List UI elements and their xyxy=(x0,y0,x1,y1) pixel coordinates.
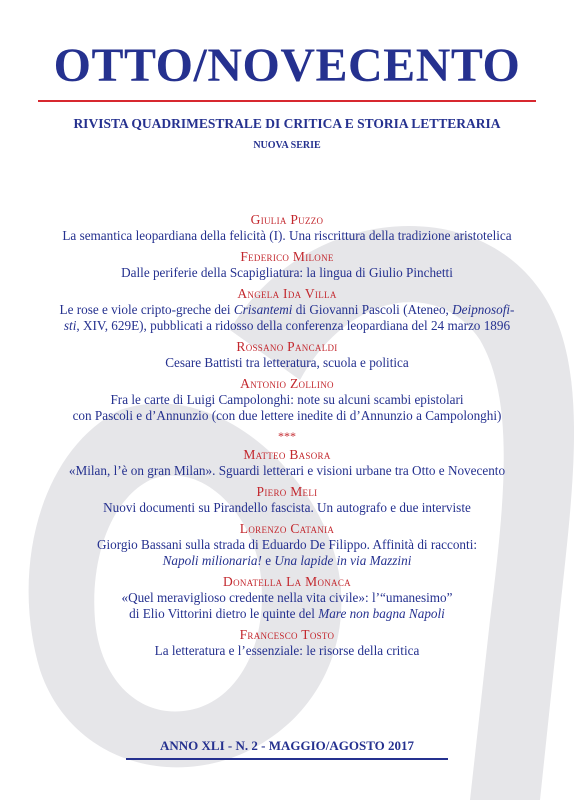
italic-title-segment: Napoli milionaria! xyxy=(162,553,262,568)
title-segment: Cesare Battisti tra letteratura, scuola e politica xyxy=(165,355,409,370)
author-name: Donatella La Monaca xyxy=(223,574,351,589)
article-title-line xyxy=(30,537,544,553)
italic-title-segment: Una lapide in via Mazzini xyxy=(274,553,412,568)
author-name: Federico Milone xyxy=(240,249,334,264)
toc-entry xyxy=(30,574,544,622)
toc-entry xyxy=(30,521,544,569)
author-name: Francesco Tosto xyxy=(239,627,335,642)
toc-entry xyxy=(30,447,544,479)
italic-title-segment: Deipnosofi- xyxy=(452,302,515,317)
toc-entry xyxy=(30,484,544,516)
series-label: NUOVA SERIE xyxy=(253,140,321,151)
title-segment: La letteratura e l’essenziale: le risorse della critica xyxy=(154,643,420,658)
author-name: Rossano Pancaldi xyxy=(236,339,338,354)
title-segment: Nuovi documenti su Pirandello fascista. Un autografo e due interviste xyxy=(103,500,471,515)
author-name: Matteo Basora xyxy=(243,447,331,462)
toc-entry xyxy=(30,249,544,281)
journal-subtitle: RIVISTA QUADRIMESTRALE DI CRITICA E STORIA LETTERARIA xyxy=(73,116,501,131)
title-segment: Dalle periferie della Scapigliatura: la lingua di Giulio Pinchetti xyxy=(121,265,453,280)
toc-entry xyxy=(30,286,544,334)
issue-info: ANNO XLI - N. 2 - MAGGIO/AGOSTO 2017 xyxy=(160,738,414,753)
author-name: Angela Ida Villa xyxy=(237,286,337,301)
title-segment: Giorgio Bassani sulla strada di Eduardo De Filippo. Affinità di racconti: xyxy=(96,537,478,552)
toc-entry xyxy=(30,376,544,424)
section-separator: *** xyxy=(278,429,296,443)
title-segment: «Quel meraviglioso credente nella vita civile»: l’“umanesimo” xyxy=(121,590,453,605)
article-title-line xyxy=(30,643,544,659)
article-title-line xyxy=(30,355,544,371)
article-title-line xyxy=(30,302,544,318)
article-title-line xyxy=(30,553,544,569)
italic-title-segment: sti xyxy=(63,318,77,333)
article-title-line xyxy=(30,318,544,334)
author-name: Lorenzo Catania xyxy=(239,521,335,536)
journal-title: OTTO/NOVECENTO xyxy=(53,39,521,92)
italic-title-segment: Crisantemi xyxy=(233,302,293,317)
author-name: Giulia Puzzo xyxy=(250,212,324,227)
title-segment: «Milan, l’è on gran Milan». Sguardi letterari e visioni urbane tra Otto e Novecento xyxy=(68,463,506,478)
title-segment: con Pascoli e d’Annunzio (con due lettere inedite di d’Annunzio a Campolonghi) xyxy=(72,408,502,423)
article-title-line xyxy=(30,500,544,516)
table-of-contents xyxy=(30,212,544,664)
article-title-line xyxy=(30,265,544,281)
toc-entry xyxy=(30,627,544,659)
footer-divider xyxy=(126,758,448,760)
article-title-line xyxy=(30,606,544,622)
title-segment: di Giovanni Pascoli (Ateneo, xyxy=(292,302,453,317)
title-segment: Fra le carte di Luigi Campolonghi: note su alcuni scambi epistolari xyxy=(110,392,464,407)
title-segment: La semantica leopardiana della felicità (I). Una riscrittura della tradizione aristotelica xyxy=(62,228,512,243)
article-title-line xyxy=(30,463,544,479)
title-segment: di Elio Vittorini dietro le quinte del xyxy=(129,606,319,621)
article-title-line xyxy=(30,228,544,244)
title-segment: , XIV, 629E), pubblicati a ridosso della conferenza leopardiana del 24 marzo 1896 xyxy=(76,318,511,333)
toc-entry xyxy=(30,339,544,371)
title-divider xyxy=(38,100,536,102)
title-segment: e xyxy=(261,553,275,568)
author-name: Piero Meli xyxy=(256,484,318,499)
article-title-line xyxy=(30,590,544,606)
italic-title-segment: Mare non bagna Napoli xyxy=(318,606,445,621)
article-title-line xyxy=(30,408,544,424)
article-title-line xyxy=(30,392,544,408)
author-name: Antonio Zollino xyxy=(240,376,334,391)
toc-entry xyxy=(30,212,544,244)
title-segment: Le rose e viole cripto-greche dei xyxy=(59,302,234,317)
